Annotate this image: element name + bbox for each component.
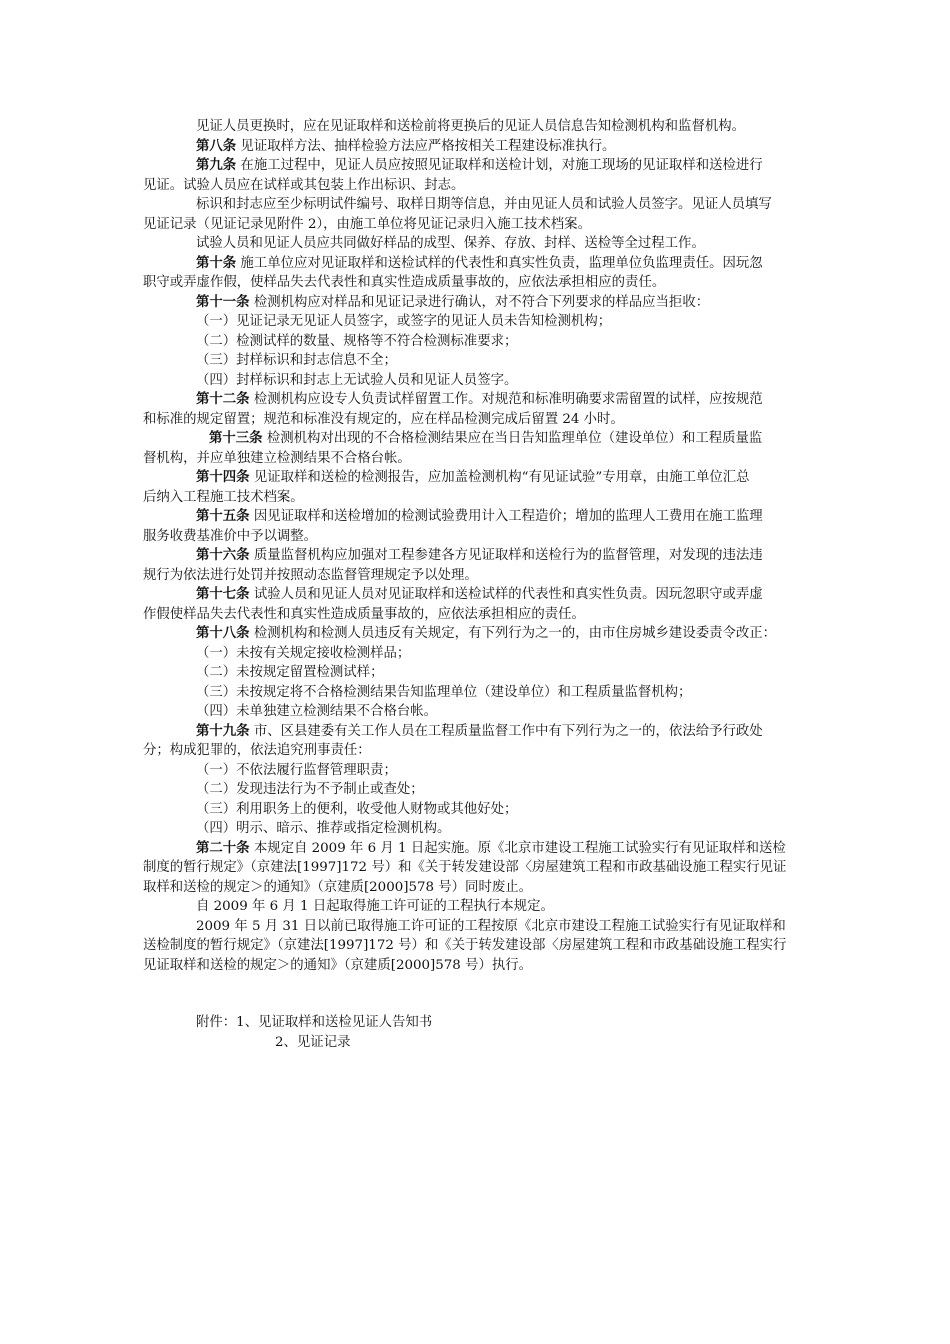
- document-line: [143, 507, 807, 527]
- document-line: [143, 917, 807, 937]
- article-number: 第十六条: [196, 547, 250, 563]
- line-text: 后纳入工程施工技术档案。: [143, 489, 304, 505]
- document-line: [143, 312, 807, 332]
- article-number: 第十条: [196, 254, 237, 271]
- document-line: [143, 254, 807, 274]
- attachment-item-1: 附件：1、见证取样和送检见证人告知书: [196, 1015, 433, 1030]
- line-text: （四）封样标识和封志上无试验人员和见证人员签字。: [196, 372, 518, 388]
- article-number: 第二十条: [196, 839, 250, 856]
- article-number: 第十四条: [196, 469, 250, 485]
- line-text: 检测机构和检测人员违反有关规定，有下列行为之一的，由市住房城乡建设委责令改正：: [249, 626, 777, 641]
- document-line: [143, 683, 807, 703]
- document-line: [143, 956, 807, 976]
- document-line: [143, 468, 807, 488]
- document-line: [143, 936, 807, 956]
- document-line: [143, 566, 807, 586]
- document-line: [143, 780, 807, 800]
- line-text: 服务收费基准价中予以调整。: [143, 528, 318, 544]
- document-line: [143, 156, 807, 176]
- line-text: 取样和送检的规定＞的通知》（京建质[2000]578 号）同时废止。: [143, 879, 533, 895]
- line-text: 见证记录（见证记录见附件 2），由施工单位将见证记录归入施工技术档案。: [143, 216, 591, 232]
- document-line: [143, 137, 807, 157]
- document-line: [143, 195, 807, 215]
- document-body: [143, 117, 807, 1052]
- article-number: 第十一条: [196, 293, 250, 310]
- line-text: （四）未单独建立检测结果不合格台帐。: [196, 704, 438, 719]
- line-text: 和标准的规定留置；规范和标准没有规定的，应在样品检测完成后留置 24 小时。: [143, 411, 624, 427]
- line-text: 督机构，并应单独建立检测结果不合格台帐。: [143, 450, 411, 466]
- document-line: [143, 371, 807, 391]
- article-number: 第九条: [196, 157, 237, 173]
- line-text: （一）见证记录无见证人员签字，或签字的见证人员未告知检测机构；: [196, 314, 612, 329]
- document-line: [143, 546, 807, 566]
- document-line: [143, 761, 807, 781]
- line-text: 分；构成犯罪的，依法追究刑事责任：: [143, 743, 371, 758]
- document-line: [143, 117, 807, 137]
- line-text: 试验人员和见证人员应共同做好样品的成型、保养、存放、封样、送检等全过程工作。: [196, 236, 705, 251]
- line-text: 质量监督机构应加强对工程参建各方见证取样和送检行为的监督管理，对发现的违法违: [249, 548, 763, 563]
- line-text: 见证取样方法、抽样检验方法应严格按相关工程建设标准执行。: [236, 138, 616, 154]
- line-text: 检测机构应对样品和见证记录进行确认，对不符合下列要求的样品应当拒收：: [249, 294, 710, 310]
- line-text: 职守或弄虚作假，使样品失去代表性和真实性造成质量事故的，应依法承担相应的责任。: [143, 275, 666, 290]
- document-line: [143, 488, 807, 508]
- line-text: （一）不依法履行监督管理职责；: [196, 762, 397, 778]
- line-text: 因见证取样和送检增加的检测试验费用计入工程造价；增加的监理人工费用在施工监理: [249, 509, 763, 524]
- article-number: 第十三条: [209, 430, 263, 446]
- line-text: 见证取样和送检的检测报告，应加盖检测机构“有见证试验”专用章，由施工单位汇总: [249, 470, 750, 485]
- line-text: 标识和封志应至少标明试件编号、取样日期等信息，并由见证人员和试验人员签字。见证人员填写: [196, 197, 772, 212]
- line-text: 2009 年 5 月 31 日以前已取得施工许可证的工程按原《北京市建设工程施工试验实行有见证取样和: [196, 918, 786, 934]
- line-text: 自 2009 年 6 月 1 日起取得施工许可证的工程执行本规定。: [196, 899, 554, 914]
- article-number: 第十二条: [196, 391, 250, 407]
- document-line: [143, 585, 807, 605]
- document-line: [143, 644, 807, 664]
- line-text: （二）发现违法行为不予制止或查处；: [196, 782, 424, 797]
- document-line: [143, 293, 807, 313]
- line-text: （二）检测试样的数量、规格等不符合检测标准要求；: [196, 333, 518, 349]
- document-line: [143, 839, 807, 859]
- document-line: [143, 215, 807, 235]
- line-text: （三）利用职务上的便利，收受他人财物或其他好处；: [196, 801, 518, 817]
- line-text: 检测机构应设专人负责试样留置工作。对规范和标准明确要求需留置的试样，应按规范: [249, 392, 763, 407]
- line-text: 在施工过程中，见证人员应按照见证取样和送检计划，对施工现场的见证取样和送检进行: [236, 158, 763, 173]
- document-line: [143, 858, 807, 878]
- document-line: [143, 332, 807, 352]
- document-line: [143, 800, 807, 820]
- attachment-item-2: 2、见证记录: [275, 1034, 351, 1050]
- line-text: 见证取样和送检的规定＞的通知》（京建质[2000]578 号）执行。: [143, 957, 533, 973]
- document-line: [143, 234, 807, 254]
- line-text: （四）明示、暗示、推荐或指定检测机构。: [196, 821, 451, 836]
- document-line: [143, 624, 807, 644]
- document-line: [143, 702, 807, 722]
- article-number: 第八条: [196, 137, 237, 154]
- line-text: （三）未按规定将不合格检测结果告知监理单位（建设单位）和工程质量监督机构；: [196, 684, 692, 700]
- document-line: [143, 663, 807, 683]
- document-line: [143, 527, 807, 547]
- document-line: [143, 429, 807, 449]
- line-text: 规行为依法进行处罚并按照动态监督管理规定予以处理。: [143, 567, 478, 583]
- line-text: 送检制度的暂行规定》（京建法[1997]172 号）和《关于转发建设部〈房屋建筑工程和市政基础设施工程实行: [143, 938, 787, 953]
- line-text: 作假使样品失去代表性和真实性造成质量事故的，应依法承担相应的责任。: [143, 606, 585, 622]
- line-text: 制度的暂行规定》（京建法[1997]172 号）和《关于转发建设部〈房屋建筑工程和市政基础设施工程实行见证: [143, 860, 787, 875]
- line-text: （一）未按有关规定接收检测样品；: [196, 645, 411, 661]
- document-line: [143, 819, 807, 839]
- article-number: 第十七条: [196, 586, 250, 602]
- document-line: [143, 390, 807, 410]
- line-text: 试验人员和见证人员对见证取样和送检试样的代表性和真实性负责。因玩忽职守或弄虚: [249, 587, 763, 602]
- line-text: （三）封样标识和封志信息不全；: [196, 353, 397, 368]
- document-line: [143, 722, 807, 742]
- article-number: 第十八条: [196, 625, 250, 641]
- document-line: [143, 176, 807, 196]
- line-text: 检测机构对出现的不合格检测结果应在当日告知监理单位（建设单位）和工程质量监: [262, 431, 763, 446]
- document-line: [143, 878, 807, 898]
- document-line: [143, 741, 807, 761]
- document-line: [143, 897, 807, 917]
- document-line: [143, 605, 807, 625]
- line-text: 见证。试验人员应在试样或其包装上作出标识、封志。: [143, 177, 465, 193]
- document-line: [143, 351, 807, 371]
- article-number: 第十五条: [196, 508, 250, 524]
- document-line: [143, 273, 807, 293]
- document-line: [143, 449, 807, 469]
- document-line: [143, 410, 807, 430]
- article-number: 第十九条: [196, 722, 250, 739]
- line-text: （二）未按规定留置检测试样；: [196, 665, 384, 680]
- line-text: 见证人员更换时，应在见证取样和送检前将更换后的见证人员信息告知检测机构和监督机构。: [196, 119, 746, 134]
- line-text: 施工单位应对见证取样和送检试样的代表性和真实性负责，监理单位负监理责任。因玩忽: [236, 255, 763, 271]
- line-text: 市、区县建委有关工作人员在工程质量监督工作中有下列行为之一的，依法给予行政处: [249, 723, 763, 739]
- line-text: 本规定自 2009 年 6 月 1 日起实施。原《北京市建设工程施工试验实行有见证取样和送检: [249, 840, 786, 856]
